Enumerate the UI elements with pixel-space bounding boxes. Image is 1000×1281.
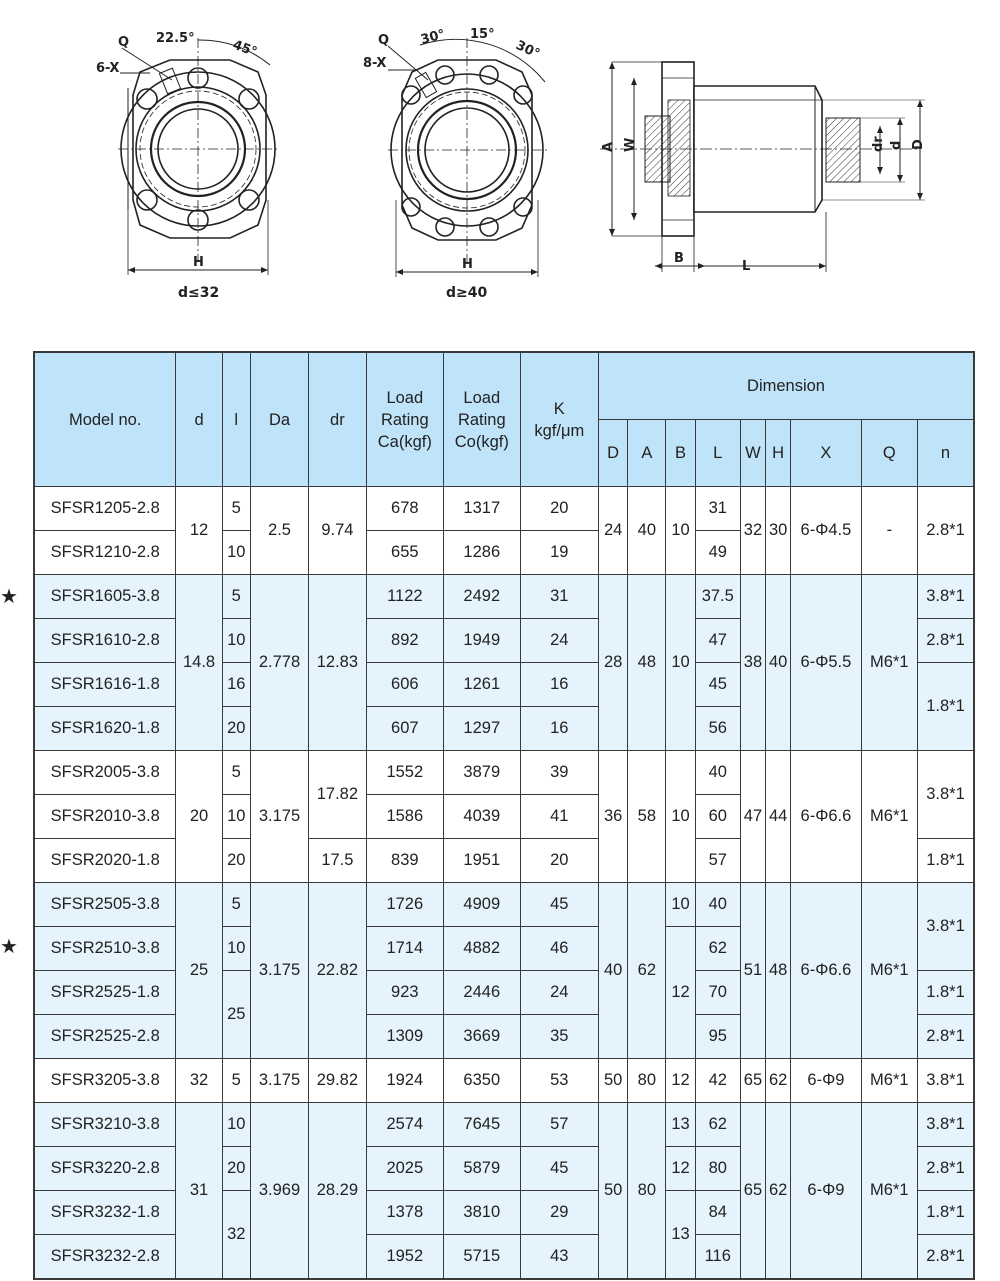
flange-drawing-6-holes: [118, 38, 280, 275]
cell-ca: 2574: [366, 1103, 443, 1147]
spec-table: [33, 351, 975, 1280]
cell-lead: 10: [222, 619, 250, 663]
cell-dim-w: 51: [740, 883, 765, 1059]
cell-ca: 1552: [366, 751, 443, 795]
cell-k: 31: [520, 575, 599, 619]
cell-model: SFSR3210-3.8: [34, 1103, 176, 1147]
cell-dim-n: 3.8*1: [918, 751, 975, 839]
cell-k: 16: [520, 663, 599, 707]
cell-k: 53: [520, 1059, 599, 1103]
cell-k: 16: [520, 707, 599, 751]
cell-ca: 1726: [366, 883, 443, 927]
cell-d: 25: [176, 883, 222, 1059]
header-model: Model no.: [34, 352, 176, 487]
cell-co: 4909: [444, 883, 520, 927]
cell-da: 2.5: [250, 487, 308, 575]
cell-k: 45: [520, 883, 599, 927]
cell-dr: 17.82: [309, 751, 366, 839]
flange-drawing-8-holes: [388, 38, 548, 277]
cell-dim-a: 40: [628, 487, 666, 575]
cell-dim-l: 95: [695, 1015, 740, 1059]
cell-dim-b: 12: [666, 1059, 695, 1103]
cell-ca: 1378: [366, 1191, 443, 1235]
cell-ca: 1122: [366, 575, 443, 619]
cell-k: 19: [520, 531, 599, 575]
cell-k: 41: [520, 795, 599, 839]
cell-ca: 1924: [366, 1059, 443, 1103]
cell-co: 7645: [444, 1103, 520, 1147]
cell-model: SFSR2005-3.8: [34, 751, 176, 795]
cell-ca: 655: [366, 531, 443, 575]
cell-dim-w: 65: [740, 1103, 765, 1280]
table-row: [34, 751, 974, 795]
cell-dim-n: 3.8*1: [918, 1059, 975, 1103]
header-ca: Load Rating Ca(kgf): [366, 352, 443, 487]
side-view-drawing: [600, 62, 925, 272]
cell-dr: 9.74: [309, 487, 366, 575]
cell-model: SFSR3205-3.8: [34, 1059, 176, 1103]
label-l: L: [742, 259, 751, 274]
cell-model: SFSR2505-3.8: [34, 883, 176, 927]
cell-model: SFSR1210-2.8: [34, 531, 176, 575]
cell-co: 1297: [444, 707, 520, 751]
cell-co: 4882: [444, 927, 520, 971]
cell-dim-l: 84: [695, 1191, 740, 1235]
cell-dim-n: 2.8*1: [918, 1147, 975, 1191]
label-angle-30a: 30°: [419, 27, 447, 48]
cell-dim-w: 65: [740, 1059, 765, 1103]
header-dim-x: X: [791, 420, 861, 487]
cell-lead: 5: [222, 575, 250, 619]
cell-k: 35: [520, 1015, 599, 1059]
caption-small-diameter: d≤32: [178, 285, 220, 301]
cell-lead: 20: [222, 839, 250, 883]
cell-co: 1317: [444, 487, 520, 531]
cell-lead: 5: [222, 751, 250, 795]
cell-dim-n: 3.8*1: [918, 883, 975, 971]
cell-dim-l: 57: [695, 839, 740, 883]
cell-dim-b: 10: [666, 883, 695, 927]
cell-dim-h: 40: [766, 575, 791, 751]
cell-d: 31: [176, 1103, 222, 1280]
table-row: [34, 575, 974, 619]
cell-k: 46: [520, 927, 599, 971]
cell-dim-n: 2.8*1: [918, 1015, 975, 1059]
cell-lead: 10: [222, 1103, 250, 1147]
header-dim-l: L: [695, 420, 740, 487]
label-w: W: [623, 137, 638, 152]
cell-dim-n: 2.8*1: [918, 619, 975, 663]
cell-dim-d: 50: [599, 1059, 628, 1103]
cell-dim-b: 10: [666, 575, 695, 751]
header-dr: dr: [309, 352, 366, 487]
cell-dim-l: 42: [695, 1059, 740, 1103]
label-8x: 8-X: [363, 56, 387, 71]
cell-da: 3.175: [250, 751, 308, 883]
cell-dim-w: 32: [740, 487, 765, 575]
header-lead: l: [222, 352, 250, 487]
cell-dim-l: 47: [695, 619, 740, 663]
label-angle-30b: 30°: [513, 38, 542, 63]
cell-dim-l: 37.5: [695, 575, 740, 619]
header-d: d: [176, 352, 222, 487]
cell-dim-x: 6-Φ5.5: [791, 575, 861, 751]
cell-co: 4039: [444, 795, 520, 839]
cell-k: 24: [520, 619, 599, 663]
cell-dr: 28.29: [309, 1103, 366, 1280]
cell-dim-b: 12: [666, 927, 695, 1059]
label-angle-15: 15°: [470, 27, 495, 42]
label-b: B: [674, 251, 684, 266]
cell-model: SFSR1205-2.8: [34, 487, 176, 531]
cell-co: 1286: [444, 531, 520, 575]
cell-co: 3810: [444, 1191, 520, 1235]
header-dim-w: W: [740, 420, 765, 487]
cell-dim-h: 30: [766, 487, 791, 575]
cell-da: 2.778: [250, 575, 308, 751]
cell-dim-b: 13: [666, 1191, 695, 1280]
cell-model: SFSR2020-1.8: [34, 839, 176, 883]
cell-model: SFSR2510-3.8: [34, 927, 176, 971]
cell-lead: 32: [222, 1191, 250, 1280]
cell-co: 5715: [444, 1235, 520, 1280]
cell-dim-l: 70: [695, 971, 740, 1015]
cell-k: 43: [520, 1235, 599, 1280]
cell-dim-b: 12: [666, 1147, 695, 1191]
cell-dr: 29.82: [309, 1059, 366, 1103]
label-6x: 6-X: [96, 61, 120, 76]
cell-dim-h: 48: [766, 883, 791, 1059]
cell-d: 32: [176, 1059, 222, 1103]
cell-da: 3.175: [250, 1059, 308, 1103]
table-row: [34, 883, 974, 927]
cell-dim-n: 3.8*1: [918, 575, 975, 619]
cell-dim-n: 2.8*1: [918, 1235, 975, 1280]
table-row: [34, 1103, 974, 1147]
label-dr: dr: [871, 136, 886, 152]
cell-dim-q: M6*1: [861, 575, 917, 751]
cell-dim-d: 24: [599, 487, 628, 575]
cell-co: 1261: [444, 663, 520, 707]
cell-k: 20: [520, 487, 599, 531]
table-row: [34, 487, 974, 531]
cell-dim-d: 36: [599, 751, 628, 883]
label-angle-45: 45°: [230, 37, 259, 61]
cell-dim-l: 49: [695, 531, 740, 575]
cell-ca: 839: [366, 839, 443, 883]
cell-lead: 20: [222, 1147, 250, 1191]
cell-dim-l: 31: [695, 487, 740, 531]
star-marker: ★: [0, 936, 18, 958]
cell-dim-a: 48: [628, 575, 666, 751]
caption-large-diameter: d≥40: [446, 285, 488, 301]
technical-drawings: [0, 0, 1000, 310]
cell-dim-n: 1.8*1: [918, 1191, 975, 1235]
cell-model: SFSR1620-1.8: [34, 707, 176, 751]
cell-dim-a: 80: [628, 1059, 666, 1103]
cell-model: SFSR2010-3.8: [34, 795, 176, 839]
cell-d: 14.8: [176, 575, 222, 751]
cell-lead: 25: [222, 971, 250, 1059]
cell-dim-q: M6*1: [861, 1103, 917, 1280]
header-dim-a: A: [628, 420, 666, 487]
cell-co: 3879: [444, 751, 520, 795]
cell-lead: 5: [222, 487, 250, 531]
cell-dim-a: 80: [628, 1103, 666, 1280]
cell-dr: 12.83: [309, 575, 366, 751]
cell-dim-l: 62: [695, 1103, 740, 1147]
header-dim-h: H: [766, 420, 791, 487]
header-dim-b: B: [666, 420, 695, 487]
cell-dim-a: 62: [628, 883, 666, 1059]
cell-dim-b: 13: [666, 1103, 695, 1147]
label-d-big: D: [911, 139, 926, 150]
cell-ca: 1586: [366, 795, 443, 839]
cell-ca: 678: [366, 487, 443, 531]
cell-dim-x: 6-Φ6.6: [791, 883, 861, 1059]
cell-k: 39: [520, 751, 599, 795]
cell-dim-l: 40: [695, 751, 740, 795]
cell-ca: 1952: [366, 1235, 443, 1280]
cell-model: SFSR2525-1.8: [34, 971, 176, 1015]
cell-dim-d: 28: [599, 575, 628, 751]
header-k: K kgf/μm: [520, 352, 599, 487]
header-dimension: Dimension: [599, 352, 974, 420]
cell-dim-h: 62: [766, 1059, 791, 1103]
table-row: [34, 1059, 974, 1103]
cell-model: SFSR3232-2.8: [34, 1235, 176, 1280]
cell-dim-h: 62: [766, 1103, 791, 1280]
cell-dr: 17.5: [309, 839, 366, 883]
cell-da: 3.969: [250, 1103, 308, 1280]
cell-ca: 892: [366, 619, 443, 663]
cell-d: 20: [176, 751, 222, 883]
cell-dim-b: 10: [666, 751, 695, 883]
cell-dim-w: 38: [740, 575, 765, 751]
cell-dim-h: 44: [766, 751, 791, 883]
header-co: Load Rating Co(kgf): [444, 352, 520, 487]
cell-dim-q: M6*1: [861, 751, 917, 883]
cell-co: 2446: [444, 971, 520, 1015]
label-a: A: [601, 141, 616, 152]
cell-d: 12: [176, 487, 222, 575]
cell-lead: 20: [222, 707, 250, 751]
cell-dim-x: 6-Φ4.5: [791, 487, 861, 575]
cell-ca: 1309: [366, 1015, 443, 1059]
header-da: Da: [250, 352, 308, 487]
cell-ca: 923: [366, 971, 443, 1015]
cell-dim-l: 56: [695, 707, 740, 751]
label-h-left: H: [193, 255, 204, 270]
cell-ca: 2025: [366, 1147, 443, 1191]
label-d-small: d: [889, 140, 904, 150]
cell-da: 3.175: [250, 883, 308, 1059]
label-q-left: Q: [118, 35, 130, 50]
label-q-middle: Q: [378, 33, 390, 48]
cell-k: 57: [520, 1103, 599, 1147]
cell-ca: 607: [366, 707, 443, 751]
cell-co: 1949: [444, 619, 520, 663]
cell-dim-b: 10: [666, 487, 695, 575]
cell-dim-l: 116: [695, 1235, 740, 1280]
cell-dim-n: 3.8*1: [918, 1103, 975, 1147]
cell-lead: 16: [222, 663, 250, 707]
cell-co: 6350: [444, 1059, 520, 1103]
header-dim-d: D: [599, 420, 628, 487]
cell-co: 5879: [444, 1147, 520, 1191]
cell-k: 24: [520, 971, 599, 1015]
cell-k: 45: [520, 1147, 599, 1191]
label-h-middle: H: [462, 257, 473, 272]
cell-model: SFSR3232-1.8: [34, 1191, 176, 1235]
cell-dim-l: 62: [695, 927, 740, 971]
header-dim-n: n: [918, 420, 975, 487]
cell-dim-x: 6-Φ9: [791, 1103, 861, 1280]
cell-co: 2492: [444, 575, 520, 619]
cell-lead: 10: [222, 795, 250, 839]
cell-ca: 1714: [366, 927, 443, 971]
cell-dim-d: 50: [599, 1103, 628, 1280]
cell-model: SFSR2525-2.8: [34, 1015, 176, 1059]
star-marker: ★: [0, 586, 18, 608]
cell-co: 1951: [444, 839, 520, 883]
cell-dim-l: 80: [695, 1147, 740, 1191]
cell-model: SFSR1605-3.8: [34, 575, 176, 619]
cell-dim-q: M6*1: [861, 1059, 917, 1103]
cell-co: 3669: [444, 1015, 520, 1059]
cell-dim-x: 6-Φ9: [791, 1059, 861, 1103]
cell-dim-l: 45: [695, 663, 740, 707]
cell-dim-x: 6-Φ6.6: [791, 751, 861, 883]
cell-k: 20: [520, 839, 599, 883]
header-dim-q: Q: [861, 420, 917, 487]
cell-dim-w: 47: [740, 751, 765, 883]
cell-dim-n: 1.8*1: [918, 663, 975, 751]
label-angle-22: 22.5°: [156, 31, 195, 46]
cell-dim-a: 58: [628, 751, 666, 883]
cell-ca: 606: [366, 663, 443, 707]
cell-dr: 22.82: [309, 883, 366, 1059]
cell-model: SFSR1616-1.8: [34, 663, 176, 707]
cell-dim-q: -: [861, 487, 917, 575]
cell-model: SFSR1610-2.8: [34, 619, 176, 663]
cell-dim-l: 60: [695, 795, 740, 839]
cell-dim-n: 1.8*1: [918, 839, 975, 883]
cell-lead: 5: [222, 1059, 250, 1103]
cell-lead: 5: [222, 883, 250, 927]
cell-dim-l: 40: [695, 883, 740, 927]
cell-k: 29: [520, 1191, 599, 1235]
cell-dim-d: 40: [599, 883, 628, 1059]
cell-lead: 10: [222, 531, 250, 575]
cell-lead: 10: [222, 927, 250, 971]
cell-dim-n: 2.8*1: [918, 487, 975, 575]
cell-dim-n: 1.8*1: [918, 971, 975, 1015]
cell-model: SFSR3220-2.8: [34, 1147, 176, 1191]
cell-dim-q: M6*1: [861, 883, 917, 1059]
